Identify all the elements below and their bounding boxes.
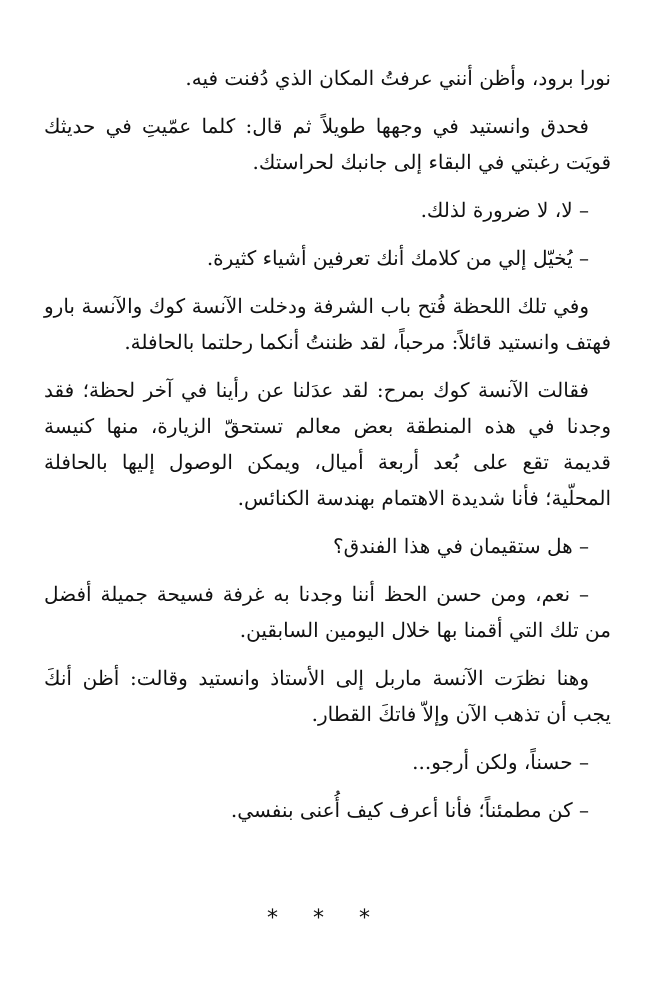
section-separator: * * * (267, 906, 384, 931)
dialogue-line-6: – كن مطمئناً؛ فأنا أعرف كيف أُعنى بنفسي. (230, 798, 589, 822)
paragraph-2: فحدق وانستيد في وجهها طويلاً ثم قال: كلما عمّيتِ في حديثك قويَت رغبتي في البقاء إلى جانبك لحراستك. (44, 114, 611, 174)
dialogue-line-5: – حسناً، ولكن أرجو... (412, 750, 589, 774)
paragraph-3: وفي تلك اللحظة فُتح باب الشرفة ودخلت الآنسة كوك والآنسة بارو فهتف وانستيد قائلاً: مرحباً، لقد ظننتُ أنكما رحلتما بالحافلة. (44, 294, 611, 354)
paragraph-5: وهنا نظرَت الآنسة ماربل إلى الأستاذ وانستيد وقالت: أظن أنكَ يجب أن تذهب الآن وإلاّ فاتكَ القطار. (44, 666, 611, 726)
paragraph-4: فقالت الآنسة كوك بمرح: لقد عدَلنا عن رأينا في آخر لحظة؛ فقد وجدنا في هذه المنطقة بعض معالم تستحقّ الزيارة، منها كنيسة قديمة تقع على بُعد أربعة أميال، ويمكن الوصول إليها بالحافلة المحلّية؛ فأنا شديدة الاهتمام بهندسة الكنائس. (44, 378, 611, 510)
dialogue-line-2: – يُخيّل إلي من كلامك أنك تعرفين أشياء كثيرة. (206, 246, 589, 270)
dialogue-line-1: – لا، لا ضرورة لذلك. (420, 198, 589, 222)
dialogue-line-3: – هل ستقيمان في هذا الفندق؟ (332, 534, 589, 558)
dialogue-line-4: – نعم، ومن حسن الحظ أننا وجدنا به غرفة فسيحة جميلة أفضل من تلك التي أقمنا بها خلال اليومين السابقين. (44, 582, 611, 642)
book-page-text (44, 60, 611, 840)
paragraph-1: نورا برود، وأظن أنني عرفتُ المكان الذي دُفنت فيه. (185, 66, 611, 90)
